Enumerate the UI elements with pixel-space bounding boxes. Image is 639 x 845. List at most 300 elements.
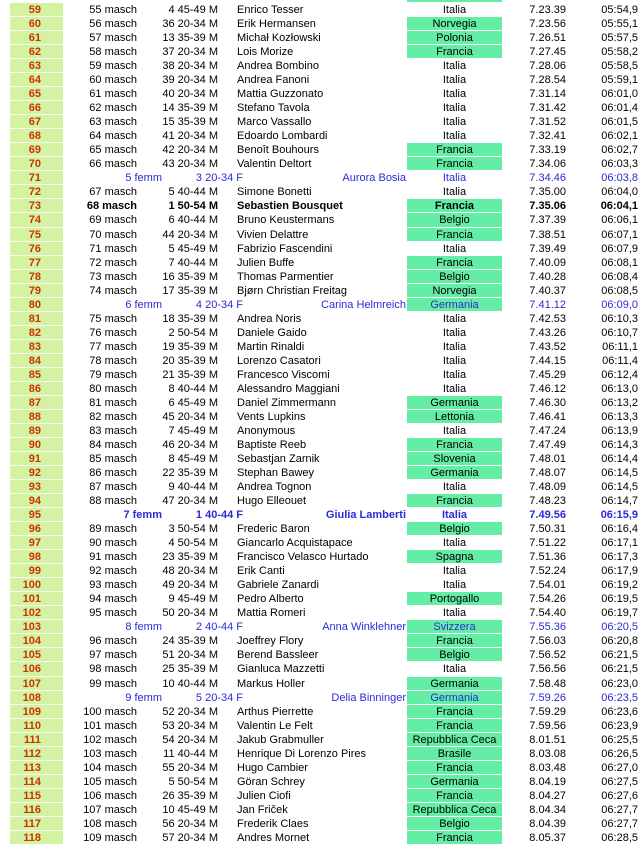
finish-time-cell: 8.01.51 — [529, 733, 566, 746]
pace-cell: 06:23,6 — [601, 705, 638, 718]
table-row — [0, 606, 639, 620]
country-cell: Francia — [407, 256, 502, 270]
age-category-cell: 50 20-34 M — [162, 607, 218, 620]
table-row — [0, 340, 639, 354]
overall-position-cell: 60 — [10, 17, 63, 31]
pace-cell: 06:14,4 — [601, 453, 638, 465]
overall-position-cell: 109 — [10, 705, 63, 719]
athlete-name-cell: Simone Bonetti — [237, 186, 312, 199]
athlete-name-cell: Joeffrey Flory — [237, 635, 304, 648]
age-category-cell: 5 50-54 M — [168, 775, 218, 788]
athlete-name-cell: Andrea Bombino — [237, 60, 319, 73]
overall-position-cell: 79 — [10, 284, 63, 298]
finish-time-cell: 7.31.52 — [529, 116, 566, 129]
athlete-name-cell: Frederik Claes — [237, 817, 309, 830]
country-cell: Italia — [442, 60, 467, 73]
athlete-name-cell: Daniel Zimmermann — [237, 396, 337, 409]
age-category-cell: 41 20-34 M — [162, 130, 218, 143]
table-row — [0, 564, 639, 578]
table-row — [0, 424, 639, 438]
overall-position-cell: 80 — [10, 298, 63, 312]
table-row — [0, 452, 639, 466]
table-row — [0, 634, 639, 648]
table-row — [0, 256, 639, 270]
overall-position-cell: 66 — [10, 101, 63, 115]
pace-cell: 06:28,5 — [601, 831, 638, 844]
age-category-cell: 3 20-34 F — [195, 172, 243, 185]
country-cell: Repubblica Ceca — [407, 733, 502, 747]
finish-time-cell: 7.42.53 — [529, 312, 566, 325]
age-category-cell: 7 45-49 M — [168, 424, 218, 437]
category-rank-cell: 105 masch — [83, 775, 137, 788]
category-rank-cell: 76 masch — [89, 326, 137, 339]
age-category-cell: 15 35-39 M — [162, 116, 218, 129]
age-category-cell: 20 35-39 M — [162, 354, 218, 367]
category-rank-cell: 79 masch — [89, 368, 137, 381]
country-cell: Francia — [407, 438, 502, 452]
finish-time-cell: 7.54.40 — [529, 607, 566, 620]
overall-position-cell: 96 — [10, 522, 63, 536]
category-rank-cell: 70 masch — [89, 228, 137, 241]
overall-position-cell: 76 — [10, 242, 63, 256]
athlete-name-cell: Valentin Le Felt — [237, 719, 313, 732]
country-cell: Italia — [442, 368, 467, 381]
athlete-name-cell: Alessandro Maggiani — [237, 382, 340, 395]
category-rank-cell: 74 masch — [89, 284, 137, 297]
category-rank-cell: 93 masch — [89, 579, 137, 592]
category-rank-cell: 85 masch — [89, 453, 137, 465]
table-row — [0, 550, 639, 564]
finish-time-cell: 7.51.36 — [529, 551, 566, 564]
age-category-cell: 44 20-34 M — [162, 228, 218, 241]
overall-position-cell: 62 — [10, 45, 63, 59]
country-cell: Italia — [442, 340, 467, 353]
finish-time-cell: 7.59.26 — [529, 691, 566, 704]
country-cell: Italia — [442, 116, 467, 129]
overall-position-cell: 67 — [10, 115, 63, 129]
country-cell: Italia — [442, 481, 467, 494]
partial-row-58-country-cell — [407, 0, 502, 2]
country-cell: Italia — [442, 579, 467, 592]
category-rank-cell: 100 masch — [83, 705, 137, 718]
table-row — [0, 803, 639, 817]
country-cell: Francia — [407, 634, 502, 648]
table-row — [0, 789, 639, 803]
age-category-cell: 39 20-34 M — [162, 74, 218, 87]
age-category-cell: 37 20-34 M — [162, 46, 218, 59]
athlete-name-cell: Fabrizio Fascendini — [237, 242, 333, 255]
age-category-cell: 40 20-34 M — [162, 88, 218, 101]
athlete-name-cell: Edoardo Lombardi — [237, 130, 328, 143]
athlete-name-cell: Francesco Viscomi — [237, 368, 330, 381]
athlete-name-cell: Carina Helmreich — [321, 298, 406, 311]
table-row — [0, 480, 639, 494]
pace-cell: 06:11,4 — [602, 354, 638, 367]
table-row — [0, 17, 639, 31]
age-category-cell: 14 35-39 M — [162, 102, 218, 115]
age-category-cell: 25 35-39 M — [162, 663, 218, 676]
finish-time-cell: 7.55.36 — [529, 621, 566, 634]
athlete-name-cell: Aurora Bosia — [342, 172, 406, 185]
category-rank-cell: 95 masch — [89, 607, 137, 620]
overall-position-cell: 87 — [10, 396, 63, 410]
category-rank-cell: 88 masch — [89, 495, 137, 508]
category-rank-cell: 83 masch — [89, 424, 137, 437]
overall-position-cell: 63 — [10, 59, 63, 73]
finish-time-cell: 7.23.56 — [529, 18, 566, 31]
country-cell: Francia — [407, 719, 502, 733]
overall-position-cell: 77 — [10, 256, 63, 270]
category-rank-cell: 91 masch — [89, 551, 137, 564]
overall-position-cell: 84 — [10, 354, 63, 368]
overall-position-cell: 94 — [10, 494, 63, 508]
athlete-name-cell: Andrea Noris — [237, 312, 302, 325]
pace-cell: 06:20,5 — [601, 621, 638, 634]
pace-cell: 06:10,7 — [601, 326, 638, 339]
pace-cell: 06:19,5 — [601, 593, 638, 606]
table-row — [0, 199, 639, 213]
athlete-name-cell: Stephan Bawey — [237, 467, 315, 480]
category-rank-cell: 96 masch — [89, 635, 137, 648]
finish-time-cell: 7.40.09 — [529, 256, 566, 269]
country-cell: Brasile — [407, 747, 502, 761]
overall-position-cell: 98 — [10, 550, 63, 564]
category-rank-cell: 8 femm — [125, 621, 162, 634]
table-row — [0, 733, 639, 747]
country-cell: Italia — [442, 88, 467, 101]
category-rank-cell: 64 masch — [89, 130, 137, 143]
age-category-cell: 54 20-34 M — [162, 733, 218, 746]
overall-position-cell: 71 — [10, 171, 63, 185]
table-row — [0, 705, 639, 719]
category-rank-cell: 101 masch — [83, 719, 137, 732]
age-category-cell: 42 20-34 M — [162, 144, 218, 157]
pace-cell: 06:11,1 — [602, 340, 638, 353]
athlete-name-cell: Lorenzo Casatori — [237, 354, 321, 367]
athlete-name-cell: Anonymous — [237, 424, 296, 437]
finish-time-cell: 7.23.39 — [529, 4, 566, 16]
age-category-cell: 52 20-34 M — [162, 705, 218, 718]
pace-cell: 06:27,7 — [601, 817, 638, 830]
table-row — [0, 157, 639, 171]
country-cell: Italia — [442, 186, 467, 199]
category-rank-cell: 67 masch — [89, 186, 137, 199]
pace-cell: 06:27,6 — [601, 789, 638, 802]
table-row — [0, 662, 639, 676]
finish-time-cell: 7.26.51 — [529, 32, 566, 45]
table-row — [0, 494, 639, 508]
country-cell: Belgio — [407, 213, 502, 227]
category-rank-cell: 81 masch — [89, 396, 137, 409]
finish-time-cell: 7.38.51 — [529, 228, 566, 241]
age-category-cell: 48 20-34 M — [162, 565, 218, 578]
pace-cell: 06:07,1 — [601, 228, 638, 241]
athlete-name-cell: Göran Schrey — [237, 775, 305, 788]
finish-time-cell: 7.31.14 — [529, 88, 566, 101]
finish-time-cell: 7.33.19 — [529, 144, 566, 157]
age-category-cell: 26 35-39 M — [162, 789, 218, 802]
category-rank-cell: 5 femm — [125, 172, 162, 185]
overall-position-cell: 107 — [10, 677, 63, 691]
country-cell: Portogallo — [407, 592, 502, 606]
category-rank-cell: 89 masch — [89, 523, 137, 536]
pace-cell: 06:17,3 — [601, 551, 638, 564]
overall-position-cell: 81 — [10, 312, 63, 326]
pace-cell: 06:23,0 — [601, 677, 638, 690]
finish-time-cell: 8.04.34 — [529, 803, 566, 816]
pace-cell: 06:08,1 — [601, 256, 638, 269]
age-category-cell: 8 45-49 M — [168, 453, 218, 465]
finish-time-cell: 7.46.30 — [529, 396, 566, 409]
finish-time-cell: 7.34.06 — [529, 158, 566, 171]
table-row — [0, 648, 639, 662]
pace-cell: 05:59,1 — [601, 74, 638, 87]
finish-time-cell: 7.28.06 — [529, 60, 566, 73]
country-cell: Italia — [442, 312, 467, 325]
overall-position-cell: 113 — [10, 761, 63, 775]
age-category-cell: 19 35-39 M — [162, 340, 218, 353]
athlete-name-cell: Gianluca Mazzetti — [237, 663, 325, 676]
table-row — [0, 87, 639, 101]
country-cell: Italia — [442, 74, 467, 87]
finish-time-cell: 7.46.12 — [529, 382, 566, 395]
athlete-name-cell: Enrico Tesser — [237, 4, 304, 16]
country-cell: Francia — [407, 494, 502, 508]
athlete-name-cell: Giancarlo Acquistapace — [237, 537, 353, 550]
age-category-cell: 45 20-34 M — [162, 410, 218, 423]
finish-time-cell: 7.51.22 — [529, 537, 566, 550]
country-cell: Italia — [442, 354, 467, 367]
finish-time-cell: 7.45.29 — [529, 368, 566, 381]
pace-cell: 06:20,8 — [601, 635, 638, 648]
finish-time-cell: 7.40.37 — [529, 284, 566, 297]
athlete-name-cell: Markus Holler — [237, 677, 305, 690]
pace-cell: 06:13,3 — [601, 410, 638, 423]
table-row — [0, 312, 639, 326]
age-category-cell: 5 20-34 F — [195, 691, 243, 704]
age-category-cell: 10 45-49 M — [162, 803, 218, 816]
finish-time-cell: 7.48.01 — [529, 453, 566, 465]
country-cell: Italia — [442, 130, 467, 143]
pace-cell: 06:12,4 — [601, 368, 638, 381]
table-row — [0, 228, 639, 242]
pace-cell: 06:14,7 — [601, 495, 638, 508]
overall-position-cell: 83 — [10, 340, 63, 354]
finish-time-cell: 7.39.49 — [529, 242, 566, 255]
pace-cell: 06:27,7 — [601, 803, 638, 816]
country-cell: Italia — [442, 382, 467, 395]
pace-cell: 06:10,3 — [601, 312, 638, 325]
overall-position-cell: 102 — [10, 606, 63, 620]
finish-time-cell: 7.56.52 — [529, 649, 566, 662]
overall-position-cell: 90 — [10, 438, 63, 452]
pace-cell: 06:26,5 — [601, 747, 638, 760]
country-cell: Belgio — [407, 648, 502, 662]
country-cell: Lettonia — [407, 410, 502, 424]
pace-cell: 06:02,7 — [601, 144, 638, 157]
age-category-cell: 8 40-44 M — [168, 382, 218, 395]
country-cell: Italia — [442, 242, 467, 255]
table-row — [0, 284, 639, 298]
country-cell: Germania — [407, 396, 502, 410]
finish-time-cell: 7.40.28 — [529, 270, 566, 283]
table-row — [0, 171, 639, 185]
athlete-name-cell: Erik Hermansen — [237, 18, 316, 31]
category-rank-cell: 9 femm — [125, 691, 162, 704]
category-rank-cell: 104 masch — [83, 761, 137, 774]
overall-position-cell: 78 — [10, 270, 63, 284]
athlete-name-cell: Bjørn Christian Freitag — [237, 284, 348, 297]
age-category-cell: 4 50-54 M — [168, 537, 218, 550]
category-rank-cell: 94 masch — [89, 593, 137, 606]
overall-position-cell: 85 — [10, 368, 63, 382]
pace-cell: 06:08,4 — [601, 270, 638, 283]
overall-position-cell: 64 — [10, 73, 63, 87]
country-cell: Italia — [442, 663, 467, 676]
finish-time-cell: 8.03.48 — [529, 761, 566, 774]
pace-cell: 06:17,9 — [601, 565, 638, 578]
overall-position-cell: 99 — [10, 564, 63, 578]
category-rank-cell: 59 masch — [89, 60, 137, 73]
pace-cell: 06:27,0 — [601, 761, 638, 774]
category-rank-cell: 80 masch — [89, 382, 137, 395]
pace-cell: 06:14,5 — [601, 467, 638, 480]
finish-time-cell: 7.46.41 — [529, 410, 566, 423]
country-cell: Italia — [442, 102, 467, 115]
athlete-name-cell: Vents Lupkins — [237, 410, 306, 423]
pace-cell: 06:13,9 — [601, 424, 638, 437]
category-rank-cell: 7 femm — [123, 509, 162, 522]
age-category-cell: 1 50-54 M — [168, 200, 218, 213]
category-rank-cell: 57 masch — [89, 32, 137, 45]
overall-position-cell: 74 — [10, 213, 63, 227]
age-category-cell: 24 35-39 M — [162, 635, 218, 648]
finish-time-cell: 7.50.31 — [529, 523, 566, 536]
pace-cell: 06:23,9 — [601, 719, 638, 732]
table-row — [0, 185, 639, 199]
overall-position-cell: 70 — [10, 157, 63, 171]
athlete-name-cell: Gabriele Zanardi — [237, 579, 319, 592]
finish-time-cell: 8.05.37 — [529, 831, 566, 844]
category-rank-cell: 97 masch — [89, 649, 137, 662]
category-rank-cell: 66 masch — [89, 158, 137, 171]
finish-time-cell: 7.59.29 — [529, 705, 566, 718]
overall-position-cell: 88 — [10, 410, 63, 424]
overall-position-cell: 59 — [10, 3, 63, 17]
table-row — [0, 747, 639, 761]
age-category-cell: 21 35-39 M — [162, 368, 218, 381]
category-rank-cell: 60 masch — [89, 74, 137, 87]
finish-time-cell: 7.54.01 — [529, 579, 566, 592]
athlete-name-cell: Thomas Parmentier — [237, 270, 334, 283]
overall-position-cell: 97 — [10, 536, 63, 550]
age-category-cell: 4 20-34 F — [195, 298, 243, 311]
athlete-name-cell: Giulia Lamberti — [325, 509, 406, 522]
category-rank-cell: 6 femm — [125, 298, 162, 311]
category-rank-cell: 72 masch — [89, 256, 137, 269]
athlete-name-cell: Jan Friček — [237, 803, 288, 816]
category-rank-cell: 56 masch — [89, 18, 137, 31]
finish-time-cell: 7.35.06 — [529, 200, 566, 213]
country-cell: Italia — [442, 4, 467, 16]
age-category-cell: 10 40-44 M — [162, 677, 218, 690]
country-cell: Francia — [407, 157, 502, 171]
table-row — [0, 831, 639, 845]
category-rank-cell: 102 masch — [83, 733, 137, 746]
age-category-cell: 46 20-34 M — [162, 438, 218, 451]
athlete-name-cell: Pedro Alberto — [237, 593, 304, 606]
category-rank-cell: 71 masch — [89, 242, 137, 255]
athlete-name-cell: Julien Buffe — [237, 256, 295, 269]
athlete-name-cell: Mattia Romeri — [237, 607, 306, 620]
overall-position-cell: 61 — [10, 31, 63, 45]
table-row — [0, 59, 639, 73]
pace-cell: 06:09,0 — [601, 298, 638, 311]
country-cell: Italia — [442, 424, 467, 437]
athlete-name-cell: Francisco Velasco Hurtado — [237, 551, 369, 564]
pace-cell: 06:14,5 — [601, 481, 638, 494]
overall-position-cell: 101 — [10, 592, 63, 606]
country-cell: Germania — [407, 298, 502, 312]
finish-time-cell: 7.52.24 — [529, 565, 566, 578]
age-category-cell: 36 20-34 M — [162, 18, 218, 31]
category-rank-cell: 92 masch — [89, 565, 137, 578]
category-rank-cell: 58 masch — [89, 46, 137, 59]
pace-cell: 06:01,4 — [601, 102, 638, 115]
country-cell: Francia — [407, 228, 502, 242]
athlete-name-cell: Andres Mornet — [237, 831, 310, 844]
athlete-name-cell: Andrea Tognon — [237, 481, 312, 494]
age-category-cell: 1 40-44 F — [195, 509, 243, 522]
athlete-name-cell: Henrique Di Lorenzo Pires — [237, 747, 367, 760]
overall-position-cell: 65 — [10, 87, 63, 101]
table-row — [0, 677, 639, 691]
table-row — [0, 270, 639, 284]
athlete-name-cell: Frederic Baron — [237, 523, 310, 536]
finish-time-cell: 7.43.52 — [529, 340, 566, 353]
overall-position-cell: 68 — [10, 129, 63, 143]
category-rank-cell: 61 masch — [89, 88, 137, 101]
country-cell: Francia — [407, 45, 502, 59]
age-category-cell: 13 35-39 M — [162, 32, 218, 45]
overall-position-cell: 86 — [10, 382, 63, 396]
country-cell: Spagna — [407, 550, 502, 564]
table-row — [0, 410, 639, 424]
athlete-name-cell: Hugo Cambier — [237, 761, 308, 774]
category-rank-cell: 108 masch — [83, 817, 137, 830]
table-row — [0, 45, 639, 59]
athlete-name-cell: Hugo Elleouet — [237, 495, 307, 508]
table-row — [0, 368, 639, 382]
finish-time-cell: 7.48.07 — [529, 467, 566, 480]
table-row — [0, 719, 639, 733]
pace-cell: 05:55,1 — [601, 18, 638, 31]
age-category-cell: 3 50-54 M — [168, 523, 218, 536]
overall-position-cell: 82 — [10, 326, 63, 340]
pace-cell: 05:57,5 — [601, 32, 638, 45]
pace-cell: 06:15,9 — [600, 509, 638, 522]
table-row — [0, 761, 639, 775]
country-cell: Francia — [407, 789, 502, 803]
category-rank-cell: 65 masch — [89, 144, 137, 157]
country-cell: Francia — [407, 831, 502, 845]
finish-time-cell: 7.27.45 — [529, 46, 566, 59]
pace-cell: 06:07,9 — [601, 242, 638, 255]
overall-position-cell: 92 — [10, 466, 63, 480]
overall-position-cell: 117 — [10, 817, 63, 831]
country-cell: Repubblica Ceca — [407, 803, 502, 817]
age-category-cell: 57 20-34 M — [162, 831, 218, 844]
